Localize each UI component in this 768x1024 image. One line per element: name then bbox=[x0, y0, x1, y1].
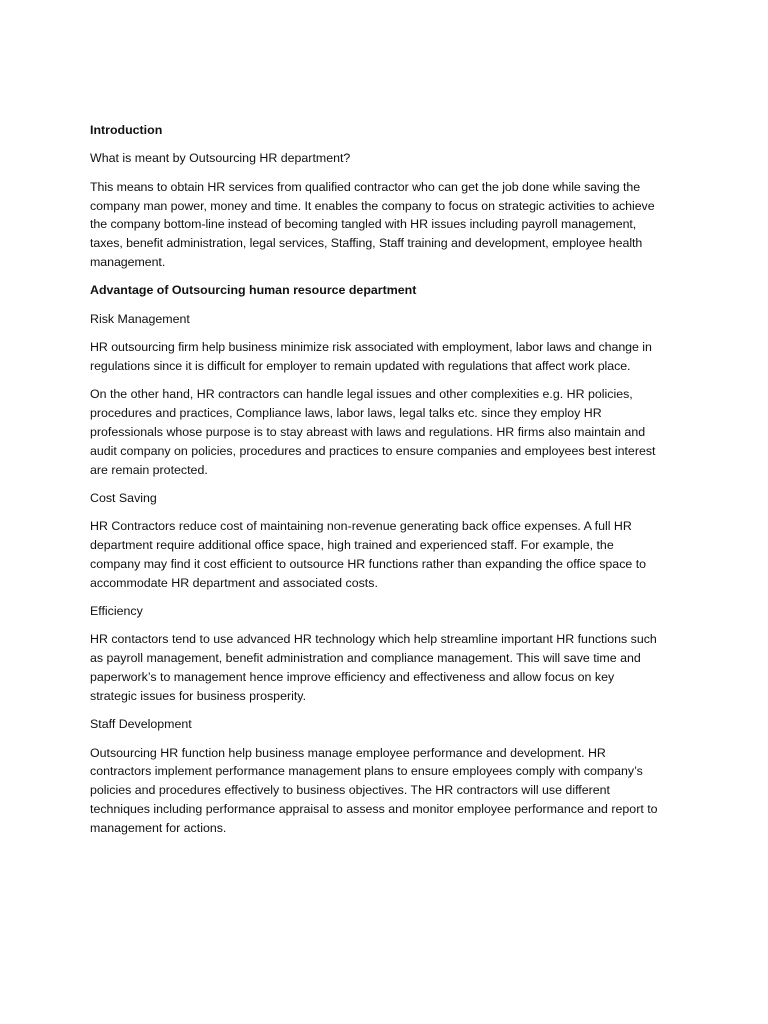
paragraph-line: This means to obtain HR services from qualified contractor who can get the job done while saving the bbox=[90, 179, 641, 194]
paragraph-line: contractors implement performance management plans to ensure employees comply with company’s bbox=[90, 764, 643, 779]
paragraph-line: company man power, money and time. It enables the company to focus on strategic activities to achieve bbox=[90, 198, 655, 213]
paragraph-staff-development bbox=[90, 744, 690, 838]
paragraph-risk-2 bbox=[90, 385, 690, 479]
section-heading-introduction: Introduction bbox=[90, 123, 163, 137]
paragraph-line: techniques including performance appraisal to assess and monitor employee performance and report to bbox=[90, 802, 658, 817]
subheading-efficiency: Efficiency bbox=[90, 604, 143, 619]
paragraph-line: audit company on policies, procedures and practices to ensure companies and employees best interest bbox=[90, 443, 656, 458]
paragraph-line: On the other hand, HR contractors can handle legal issues and other complexities e.g. HR policies, bbox=[90, 387, 633, 402]
paragraph-cost-saving bbox=[90, 517, 690, 592]
document-body bbox=[90, 121, 690, 847]
paragraph-line: Outsourcing HR function help business manage employee performance and development. HR bbox=[90, 745, 606, 760]
paragraph-line: regulations since it is difficult for employer to remain updated with regulations that affect work place. bbox=[90, 358, 631, 373]
paragraph-line: management for actions. bbox=[90, 820, 227, 835]
question-heading: What is meant by Outsourcing HR department? bbox=[90, 151, 351, 166]
paragraph-line: professionals whose purpose is to stay abreast with laws and regulations. HR firms also maintain and bbox=[90, 424, 646, 439]
paragraph-efficiency bbox=[90, 630, 690, 705]
paragraph-line: company may find it cost efficient to outsource HR functions rather than expanding the office space to bbox=[90, 556, 647, 571]
paragraph-line: management. bbox=[90, 254, 166, 269]
paragraph-line: HR contactors tend to use advanced HR technology which help streamline important HR functions such bbox=[90, 632, 657, 647]
paragraph-line: the company bottom-line instead of becoming tangled with HR issues including payroll management, bbox=[90, 217, 637, 232]
paragraph-line: paperwork’s to management hence improve efficiency and effectiveness and allow focus on key bbox=[90, 670, 615, 685]
paragraph-line: taxes, benefit administration, legal services, Staffing, Staff training and development, employee health bbox=[90, 236, 643, 251]
section-heading-advantage: Advantage of Outsourcing human resource department bbox=[90, 283, 417, 298]
paragraph-line: accommodate HR department and associated costs. bbox=[90, 575, 378, 590]
paragraph-risk-1 bbox=[90, 338, 690, 376]
subheading-cost-saving: Cost Saving bbox=[90, 490, 157, 505]
paragraph-line: as payroll management, benefit administration and compliance management. This will save time and bbox=[90, 651, 641, 666]
paragraph-line: strategic issues for business prosperity. bbox=[90, 688, 307, 703]
paragraph-line: policies and procedures effectively to business objectives. The HR contractors will use different bbox=[90, 783, 610, 798]
subheading-staff-development: Staff Development bbox=[90, 717, 192, 732]
subheading-risk-management: Risk Management bbox=[90, 311, 190, 326]
paragraph-line: procedures and practices, Compliance laws, labor laws, legal talks etc. since they employ HR bbox=[90, 406, 602, 421]
paragraph-line: HR Contractors reduce cost of maintaining non-revenue generating back office expenses. A full HR bbox=[90, 519, 632, 534]
paragraph-definition bbox=[90, 178, 690, 272]
paragraph-line: HR outsourcing firm help business minimize risk associated with employment, labor laws and change in bbox=[90, 340, 652, 355]
paragraph-line: department require additional office space, high trained and experienced staff. For example, the bbox=[90, 538, 614, 553]
paragraph-line: are remain protected. bbox=[90, 462, 208, 477]
